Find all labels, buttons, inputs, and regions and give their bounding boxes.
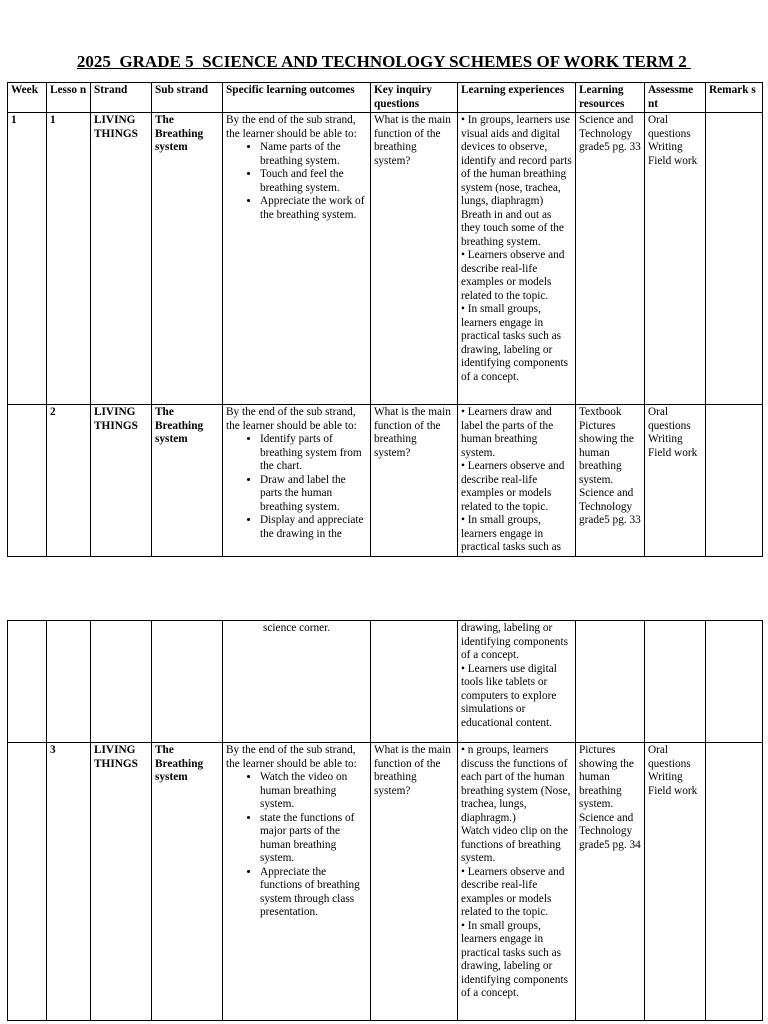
outcome-item: • Name parts of the breathing system. — [260, 141, 367, 168]
scheme-table-page-2 — [7, 620, 763, 1021]
cell-experiences — [458, 743, 576, 1021]
experience-item: • In small groups, learners engage in practical tasks such as drawing, labeling or identifying components of a concept. — [461, 919, 568, 999]
outcome-item: • Appreciate the work of the breathing system. — [260, 195, 367, 222]
header-sub-strand: Sub strand — [152, 83, 223, 113]
cell-inquiry — [371, 621, 458, 743]
header-lesson: Lesso n — [47, 83, 91, 113]
header-outcomes: Specific learning outcomes — [223, 83, 371, 113]
cell-inquiry: What is the main function of the breathing system? — [371, 743, 458, 1021]
header-week: Week — [8, 83, 47, 113]
outcomes-intro: By the end of the sub strand, the learner should be able to: — [226, 114, 357, 140]
assessment-item: Field work — [648, 784, 698, 797]
experience-item: • Learners observe and describe real-life examples or models related to the topic. — [461, 460, 565, 513]
cell-resources: Textbook Pictures showing the human breathing system. Science and Technology grade5 pg. 33 — [576, 405, 645, 557]
experience-item: • Learners use digital tools like tablets or computers to explore simulations or educational content. — [461, 662, 557, 729]
assessment-item: Writing — [648, 771, 683, 783]
outcome-continuation: science corner. — [263, 622, 331, 634]
cell-strand — [91, 621, 152, 743]
experience-item: • n groups, learners discuss the functions of each part of the human breathing system (Nose, trachea, lungs, diaphragm.) — [461, 744, 571, 824]
assessment-item: Oral questions — [648, 744, 691, 770]
cell-sub-strand: The Breathing system — [152, 113, 223, 405]
assessment-item: Writing — [648, 433, 683, 445]
experience-item: • Learners observe and describe real-life examples or models related to the topic. — [461, 865, 565, 918]
cell-experiences — [458, 405, 576, 557]
experience-item: • In small groups, learners engage in practical tasks such as drawing, labeling or identifying components of a concept. — [461, 303, 568, 383]
cell-experiences — [458, 113, 576, 405]
cell-resources — [576, 621, 645, 743]
experience-item: drawing, labeling or identifying components of a concept. — [461, 622, 568, 661]
cell-inquiry: What is the main function of the breathing system? — [371, 405, 458, 557]
cell-assessment — [645, 743, 706, 1021]
experience-item: • In groups, learners use visual aids and digital devices to observe, identify and record parts of the human breathing system (nose, trachea, lungs, diaphragm) — [461, 114, 572, 207]
experience-item: Watch video clip on the functions of breathing system. — [461, 825, 569, 864]
assessment-item: Oral questions — [648, 114, 691, 140]
cell-strand: LIVING THINGS — [91, 743, 152, 1021]
scheme-table-page-1 — [7, 82, 763, 557]
cell-outcomes — [223, 621, 371, 743]
header-inquiry: Key inquiry questions — [371, 83, 458, 113]
cell-resources: Pictures showing the human breathing system. Science and Technology grade5 pg. 34 — [576, 743, 645, 1021]
assessment-item: Field work — [648, 446, 698, 459]
cell-lesson: 3 — [47, 743, 91, 1021]
header-strand: Strand — [91, 83, 152, 113]
outcome-item: • Display and appreciate the drawing in the — [260, 514, 367, 541]
cell-outcomes — [223, 743, 371, 1021]
header-experiences: Learning experiences — [458, 83, 576, 113]
outcome-item: • Appreciate the functions of breathing system through class presentation. — [260, 866, 367, 920]
cell-outcomes — [223, 405, 371, 557]
outcome-item: • state the functions of major parts of the human breathing system. — [260, 812, 367, 866]
outcomes-intro: By the end of the sub strand, the learner should be able to: — [226, 406, 357, 432]
experience-item: • Learners draw and label the parts of the human breathing system. — [461, 406, 554, 459]
outcomes-list — [226, 433, 367, 541]
experience-item: Breath in and out as they touch some of the breathing system. — [461, 208, 564, 248]
outcome-item: • Identify parts of breathing system from the chart. — [260, 433, 367, 474]
outcomes-list — [226, 141, 367, 222]
table-row — [8, 113, 763, 405]
cell-week — [8, 743, 47, 1021]
document-title: 2025 GRADE 5 SCIENCE AND TECHNOLOGY SCHEMES OF WORK TERM 2 — [76, 52, 692, 71]
cell-sub-strand — [152, 621, 223, 743]
cell-lesson — [47, 621, 91, 743]
cell-resources: Science and Technology grade5 pg. 33 — [576, 113, 645, 405]
outcome-item: • Watch the video on human breathing system. — [260, 771, 367, 812]
cell-remarks — [706, 743, 763, 1021]
outcome-item: • Draw and label the parts the human breathing system. — [260, 474, 367, 515]
cell-assessment — [645, 621, 706, 743]
cell-sub-strand: The Breathing system — [152, 405, 223, 557]
experience-item: • Learners observe and describe real-life examples or models related to the topic. — [461, 249, 565, 302]
header-assessment: Assessme nt — [645, 83, 706, 113]
cell-strand: LIVING THINGS — [91, 113, 152, 405]
outcome-item: • Touch and feel the breathing system. — [260, 168, 367, 195]
cell-remarks — [706, 405, 763, 557]
cell-inquiry: What is the main function of the breathing system? — [371, 113, 458, 405]
header-resources: Learning resources — [576, 83, 645, 113]
experience-item: • In small groups, learners engage in practical tasks such as — [461, 514, 562, 553]
cell-lesson: 1 — [47, 113, 91, 405]
cell-remarks — [706, 113, 763, 405]
outcomes-intro: By the end of the sub strand, the learner should be able to: — [226, 744, 357, 770]
cell-assessment — [645, 113, 706, 405]
assessment-item: Oral questions — [648, 406, 691, 432]
cell-week — [8, 405, 47, 557]
cell-sub-strand: The Breathing system — [152, 743, 223, 1021]
table-header-row — [8, 83, 763, 113]
cell-experiences — [458, 621, 576, 743]
header-remarks: Remark s — [706, 83, 763, 113]
cell-week: 1 — [8, 113, 47, 405]
cell-lesson: 2 — [47, 405, 91, 557]
table-row — [8, 743, 763, 1021]
cell-strand: LIVING THINGS — [91, 405, 152, 557]
outcomes-list — [226, 771, 367, 920]
cell-assessment — [645, 405, 706, 557]
assessment-item: Writing — [648, 141, 683, 153]
cell-remarks — [706, 621, 763, 743]
cell-outcomes — [223, 113, 371, 405]
cell-week — [8, 621, 47, 743]
table-row — [8, 405, 763, 557]
assessment-item: Field work — [648, 154, 698, 167]
table-row-continuation — [8, 621, 763, 743]
